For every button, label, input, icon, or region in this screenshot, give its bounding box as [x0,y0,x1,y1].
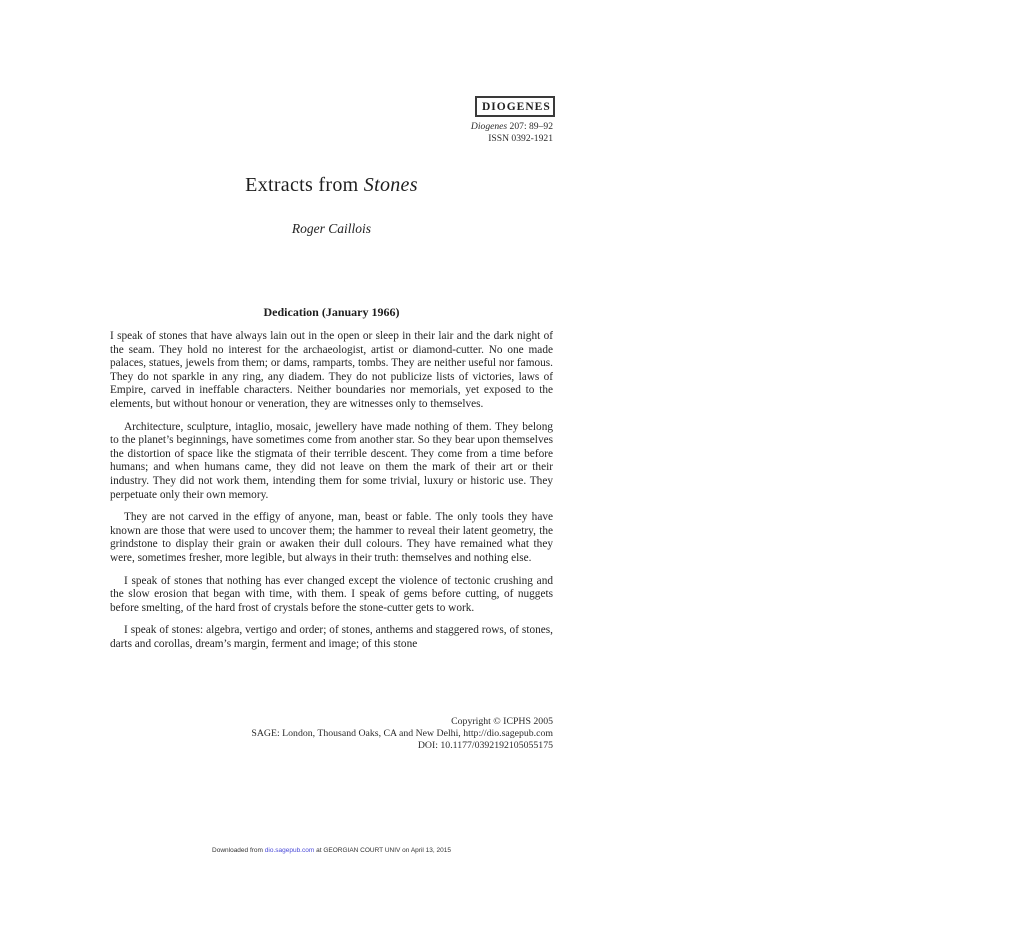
paragraph-5: I speak of stones: algebra, vertigo and order; of stones, anthems and staggered rows, of stones, darts and corollas, dream’s margin, ferment and image; of this stone [110,624,553,650]
article-body [110,330,553,660]
download-stamp [110,847,553,854]
section-heading: Dedication (January 1966) [263,305,400,319]
journal-logo-box [475,96,555,117]
paragraph-4: I speak of stones that nothing has ever changed except the violence of tectonic crushing and the slow erosion that began with time, with them. I speak of gems before cutting, of nuggets before smelting, of the hard frost of crystals before the stone-cutter gets to work. [110,574,553,614]
article-title-emphasis: Stones [363,174,418,196]
doi-line: DOI: 10.1177/0392192105055175 [417,740,553,752]
copyright-block [110,716,553,752]
download-stamp-suffix: at GEORGIAN COURT UNIV on April 13, 2015 [314,847,451,854]
journal-name: Diogenes [470,121,508,132]
paragraph-3: They are not carved in the effigy of anyone, man, beast or fable. The only tools they have known are those that were used to uncover them; the hammer to reveal their latent geometry, the grindstone to display their grain or awaken their dull colours. They have remained what they were, sometimes fresher, more legible, but always in their truth: themselves and nothing else. [110,511,553,564]
paragraph-1: I speak of stones that have always lain out in the open or sleep in their lair and the dark night of the seam. They hold no interest for the archaeologist, artist or diamond-cutter. No one made palaces, statues, jewels from them; or dams, ramparts, tombs. They are neither useful nor famous. They do not sparkle in any ring, any diadem. They do not publicize lists of victories, laws of Empire, carved in ineffable characters. Neither boundaries nor memorials, yet exposed to the elements, but without honour or veneration, they are witnesses only to themselves. [110,330,553,410]
issn: ISSN 0392-1921 [488,133,553,144]
copyright-line: Copyright © ICPHS 2005 [451,716,553,727]
journal-logo-text: DIOGENES [482,101,551,113]
sagepub-link[interactable]: dio.sagepub.com [264,847,315,854]
issue-pages: 207: 89–92 [507,121,553,132]
journal-citation [303,121,553,132]
article-title-prefix: Extracts from [245,174,364,196]
paragraph-2: Architecture, sculpture, intaglio, mosaic, jewellery have made nothing of them. They belong to the planet’s beginnings, have sometimes come from another star. So they bear upon themselves the distortion of space like the stigmata of their terrible descent. They come from a time before humans; and when humans came, they did not leave on them the mark of their art or their industry. They did not work them, intending them for some trivial, luxury or historic use. They perpetuate only their own memory. [110,420,553,501]
author-name: Roger Caillois [291,221,372,236]
download-stamp-prefix: Downloaded from [212,847,265,854]
article-title [110,174,553,197]
publisher-line: SAGE: London, Thousand Oaks, CA and New Delhi, http://dio.sagepub.com [251,728,553,740]
